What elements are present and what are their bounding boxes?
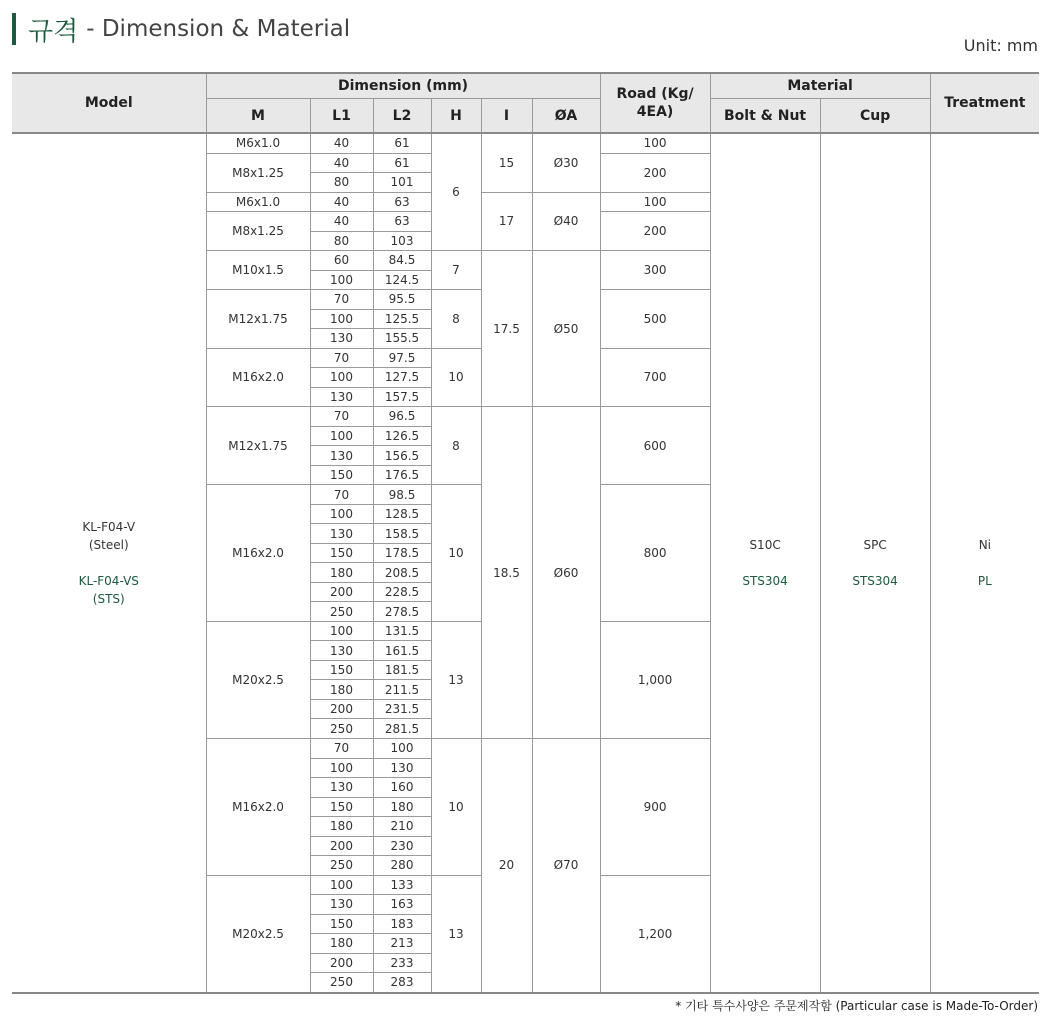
l1-cell: 250: [310, 602, 373, 622]
l2-cell: 124.5: [373, 270, 431, 290]
i-cell: 15: [481, 133, 532, 192]
l2-cell: 158.5: [373, 524, 431, 544]
l2-cell: 228.5: [373, 582, 431, 602]
l1-cell: 130: [310, 446, 373, 466]
model-cell-line: (STS): [92, 591, 125, 606]
l2-cell: 213: [373, 934, 431, 954]
l1-cell: 80: [310, 173, 373, 193]
l1-cell: 200: [310, 699, 373, 719]
road-cell: 200: [600, 212, 710, 251]
m-cell: M12x1.75: [206, 290, 310, 349]
h-cell: 7: [431, 251, 481, 290]
road-cell: 1,000: [600, 621, 710, 738]
l1-cell: 200: [310, 836, 373, 856]
l2-cell: 281.5: [373, 719, 431, 739]
l1-cell: 40: [310, 192, 373, 212]
i-cell: 17: [481, 192, 532, 251]
road-cell: 800: [600, 485, 710, 622]
road-cell: 100: [600, 133, 710, 153]
l2-cell: 128.5: [373, 504, 431, 524]
l2-cell: 208.5: [373, 563, 431, 583]
header-model: Model: [12, 73, 206, 133]
road-cell: 900: [600, 738, 710, 875]
l1-cell: 150: [310, 543, 373, 563]
m-cell: M12x1.75: [206, 407, 310, 485]
treatment-cell: [930, 133, 1039, 993]
spec-table-body: [12, 133, 1039, 993]
h-cell: 8: [431, 407, 481, 485]
l1-cell: 180: [310, 563, 373, 583]
l1-cell: 150: [310, 914, 373, 934]
l2-cell: 161.5: [373, 641, 431, 661]
l1-cell: 40: [310, 153, 373, 173]
l2-cell: 61: [373, 133, 431, 153]
l1-cell: 150: [310, 465, 373, 485]
l1-cell: 250: [310, 719, 373, 739]
l2-cell: 84.5: [373, 251, 431, 271]
l1-cell: 70: [310, 348, 373, 368]
header-cup: Cup: [820, 99, 930, 134]
l2-cell: 163: [373, 895, 431, 915]
header-dimension: Dimension (mm): [206, 73, 600, 99]
l2-cell: 103: [373, 231, 431, 251]
oa-cell: Ø30: [532, 133, 600, 192]
l2-cell: 283: [373, 973, 431, 993]
road-cell: 500: [600, 290, 710, 349]
title-english: - Dimension & Material: [86, 16, 351, 42]
l2-cell: 131.5: [373, 621, 431, 641]
oa-cell: Ø50: [532, 251, 600, 407]
l2-cell: 97.5: [373, 348, 431, 368]
l2-cell: 100: [373, 738, 431, 758]
m-cell: M16x2.0: [206, 738, 310, 875]
header-l2: L2: [373, 99, 431, 134]
spec-table: [12, 72, 1039, 994]
l2-cell: 127.5: [373, 368, 431, 388]
l2-cell: 63: [373, 212, 431, 232]
l2-cell: 155.5: [373, 329, 431, 349]
h-cell: 10: [431, 485, 481, 622]
m-cell: M20x2.5: [206, 875, 310, 993]
model-cell-line: (Steel): [88, 537, 129, 552]
l2-cell: 181.5: [373, 660, 431, 680]
header-h: H: [431, 99, 481, 134]
header-i: I: [481, 99, 532, 134]
l2-cell: 98.5: [373, 485, 431, 505]
m-cell: M16x2.0: [206, 348, 310, 407]
l1-cell: 250: [310, 973, 373, 993]
model-cell: [12, 133, 206, 993]
h-cell: 10: [431, 348, 481, 407]
l1-cell: 40: [310, 212, 373, 232]
footnote: * 기타 특수사양은 주문제작함 (Particular case is Made-To-Order): [675, 999, 1038, 1013]
l2-cell: 278.5: [373, 602, 431, 622]
l1-cell: 70: [310, 738, 373, 758]
m-cell: M10x1.5: [206, 251, 310, 290]
l2-cell: 133: [373, 875, 431, 895]
l1-cell: 100: [310, 875, 373, 895]
cup-cell: [820, 133, 930, 993]
h-cell: 13: [431, 621, 481, 738]
l1-cell: 40: [310, 133, 373, 153]
section-title: [12, 10, 350, 48]
h-cell: 10: [431, 738, 481, 875]
l1-cell: 130: [310, 387, 373, 407]
road-cell: 200: [600, 153, 710, 192]
l2-cell: 130: [373, 758, 431, 778]
l2-cell: 210: [373, 817, 431, 837]
i-cell: 18.5: [481, 407, 532, 739]
cup-cell-line: STS304: [852, 573, 898, 588]
l2-cell: 101: [373, 173, 431, 193]
l2-cell: 126.5: [373, 426, 431, 446]
m-cell: M8x1.25: [206, 212, 310, 251]
l1-cell: 100: [310, 621, 373, 641]
road-cell: 700: [600, 348, 710, 407]
l2-cell: 176.5: [373, 465, 431, 485]
header-l1: L1: [310, 99, 373, 134]
l2-cell: 125.5: [373, 309, 431, 329]
l2-cell: 156.5: [373, 446, 431, 466]
oa-cell: Ø40: [532, 192, 600, 251]
header-treatment: Treatment: [930, 73, 1039, 133]
title-korean: 규격: [28, 16, 79, 47]
m-cell: M6x1.0: [206, 192, 310, 212]
h-cell: 6: [431, 133, 481, 251]
l2-cell: 178.5: [373, 543, 431, 563]
header-oa: ØA: [532, 99, 600, 134]
title-accent-bar: [12, 13, 16, 45]
l2-cell: 63: [373, 192, 431, 212]
l1-cell: 250: [310, 856, 373, 876]
l1-cell: 200: [310, 953, 373, 973]
l1-cell: 60: [310, 251, 373, 271]
l2-cell: 233: [373, 953, 431, 973]
bolt-nut-cell-line: STS304: [742, 573, 788, 588]
l1-cell: 180: [310, 934, 373, 954]
l1-cell: 130: [310, 329, 373, 349]
l1-cell: 150: [310, 797, 373, 817]
l1-cell: 70: [310, 407, 373, 427]
l1-cell: 100: [310, 270, 373, 290]
l2-cell: 180: [373, 797, 431, 817]
bolt-nut-cell-line: S10C: [749, 537, 781, 552]
l1-cell: 70: [310, 485, 373, 505]
treatment-cell-line: PL: [977, 573, 992, 588]
header-bolt-nut: Bolt & Nut: [710, 99, 820, 134]
cup-cell-line: SPC: [863, 537, 887, 552]
model-cell-line: KL-F04-VS: [78, 573, 139, 588]
l1-cell: 100: [310, 426, 373, 446]
header-road: Road (Kg/ 4EA): [600, 73, 710, 133]
l1-cell: 100: [310, 758, 373, 778]
model-cell-line: KL-F04-V: [82, 519, 136, 534]
m-cell: M8x1.25: [206, 153, 310, 192]
oa-cell: Ø60: [532, 407, 600, 739]
l2-cell: 231.5: [373, 699, 431, 719]
m-cell: M16x2.0: [206, 485, 310, 622]
l2-cell: 160: [373, 778, 431, 798]
header-m: M: [206, 99, 310, 134]
road-cell: 1,200: [600, 875, 710, 993]
header-material: Material: [710, 73, 930, 99]
h-cell: 8: [431, 290, 481, 349]
l1-cell: 180: [310, 817, 373, 837]
l1-cell: 180: [310, 680, 373, 700]
m-cell: M20x2.5: [206, 621, 310, 738]
l2-cell: 183: [373, 914, 431, 934]
l1-cell: 130: [310, 895, 373, 915]
m-cell: M6x1.0: [206, 133, 310, 153]
l1-cell: 100: [310, 368, 373, 388]
l1-cell: 80: [310, 231, 373, 251]
unit-label: Unit: mm: [963, 36, 1038, 55]
l2-cell: 61: [373, 153, 431, 173]
l2-cell: 157.5: [373, 387, 431, 407]
l2-cell: 230: [373, 836, 431, 856]
l1-cell: 150: [310, 660, 373, 680]
l1-cell: 200: [310, 582, 373, 602]
h-cell: 13: [431, 875, 481, 993]
l1-cell: 130: [310, 524, 373, 544]
l1-cell: 130: [310, 641, 373, 661]
road-cell: 600: [600, 407, 710, 485]
i-cell: 17.5: [481, 251, 532, 407]
l1-cell: 100: [310, 504, 373, 524]
table-row: [12, 133, 1039, 153]
bolt-nut-cell: [710, 133, 820, 993]
treatment-cell-line: Ni: [978, 537, 991, 552]
l1-cell: 130: [310, 778, 373, 798]
i-cell: 20: [481, 738, 532, 992]
l1-cell: 70: [310, 290, 373, 310]
l2-cell: 211.5: [373, 680, 431, 700]
road-cell: 100: [600, 192, 710, 212]
l1-cell: 100: [310, 309, 373, 329]
road-cell: 300: [600, 251, 710, 290]
oa-cell: Ø70: [532, 738, 600, 992]
l2-cell: 280: [373, 856, 431, 876]
l2-cell: 95.5: [373, 290, 431, 310]
l2-cell: 96.5: [373, 407, 431, 427]
